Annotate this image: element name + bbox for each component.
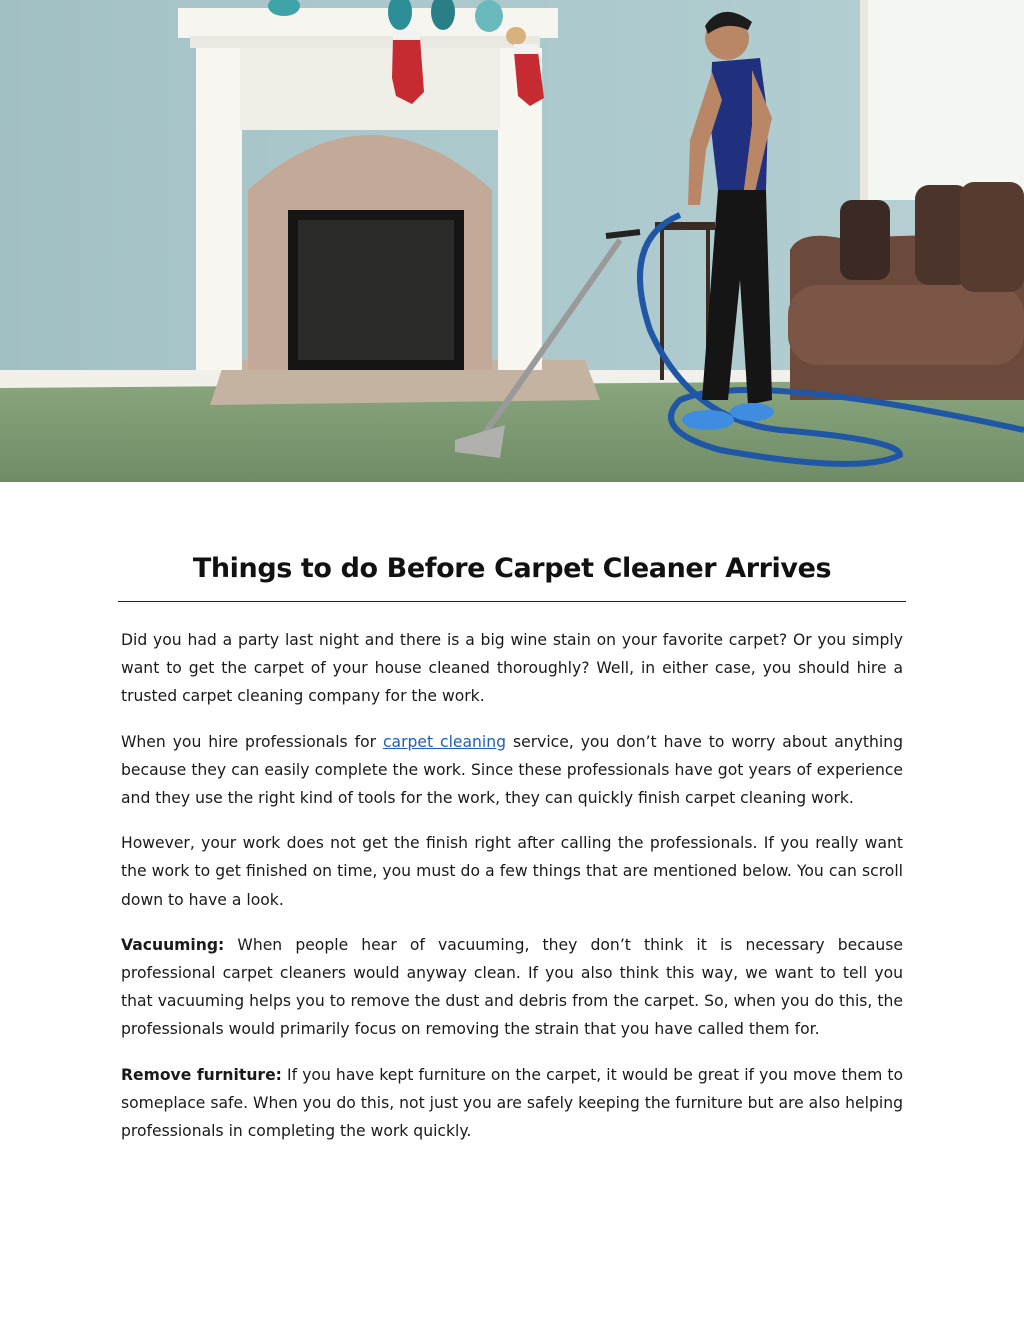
- article-body: [121, 626, 903, 1162]
- paragraph-vacuuming: [121, 931, 903, 1044]
- paragraph-finish: However, your work does not get the finish right after calling the professionals. If you really want the work to get finished on time, you must do a few things that are mentioned below. You can scroll down to have a look.: [121, 834, 903, 909]
- paragraph-remove-furniture: [121, 1061, 903, 1146]
- title-divider: [118, 601, 906, 602]
- hero-photo: [0, 0, 1024, 482]
- paragraph-professionals: [121, 728, 903, 813]
- carpet-cleaning-link[interactable]: carpet cleaning: [382, 732, 507, 751]
- paragraph-text: When you hire professionals for: [121, 732, 383, 751]
- paragraph-text: service, you don’t have to worry about anything because they can easily complete the work. Since these professionals have got years of experience and they use the right kind of tools for the work, they can quickly finish carpet cleaning work.: [121, 732, 903, 808]
- remove-furniture-label: Remove furniture:: [121, 1065, 282, 1084]
- vacuuming-label: Vacuuming:: [121, 935, 225, 954]
- article-title: Things to do Before Carpet Cleaner Arrives: [192, 553, 832, 584]
- paragraph-intro: Did you had a party last night and there is a big wine stain on your favorite carpet? Or you simply want to get the carpet of your house cleaned thoroughly? Well, in either case, you should hire a trusted carpet cleaning company for the work.: [121, 631, 903, 706]
- carpet-cleaning-illustration: [0, 0, 1024, 482]
- paragraph-text: If you have kept furniture on the carpet, it would be great if you move them to someplace safe. When you do this, not just you are safely keeping the furniture but are also helping professionals in completing the work quickly.: [121, 1065, 903, 1141]
- paragraph-text: When people hear of vacuuming, they don’t think it is necessary because professional carpet cleaners would anyway clean. If you also think this way, we want to tell you that vacuuming helps you to remove the dust and debris from the carpet. So, when you do this, the professionals would primarily focus on removing the strain that you have called them for.: [121, 935, 903, 1039]
